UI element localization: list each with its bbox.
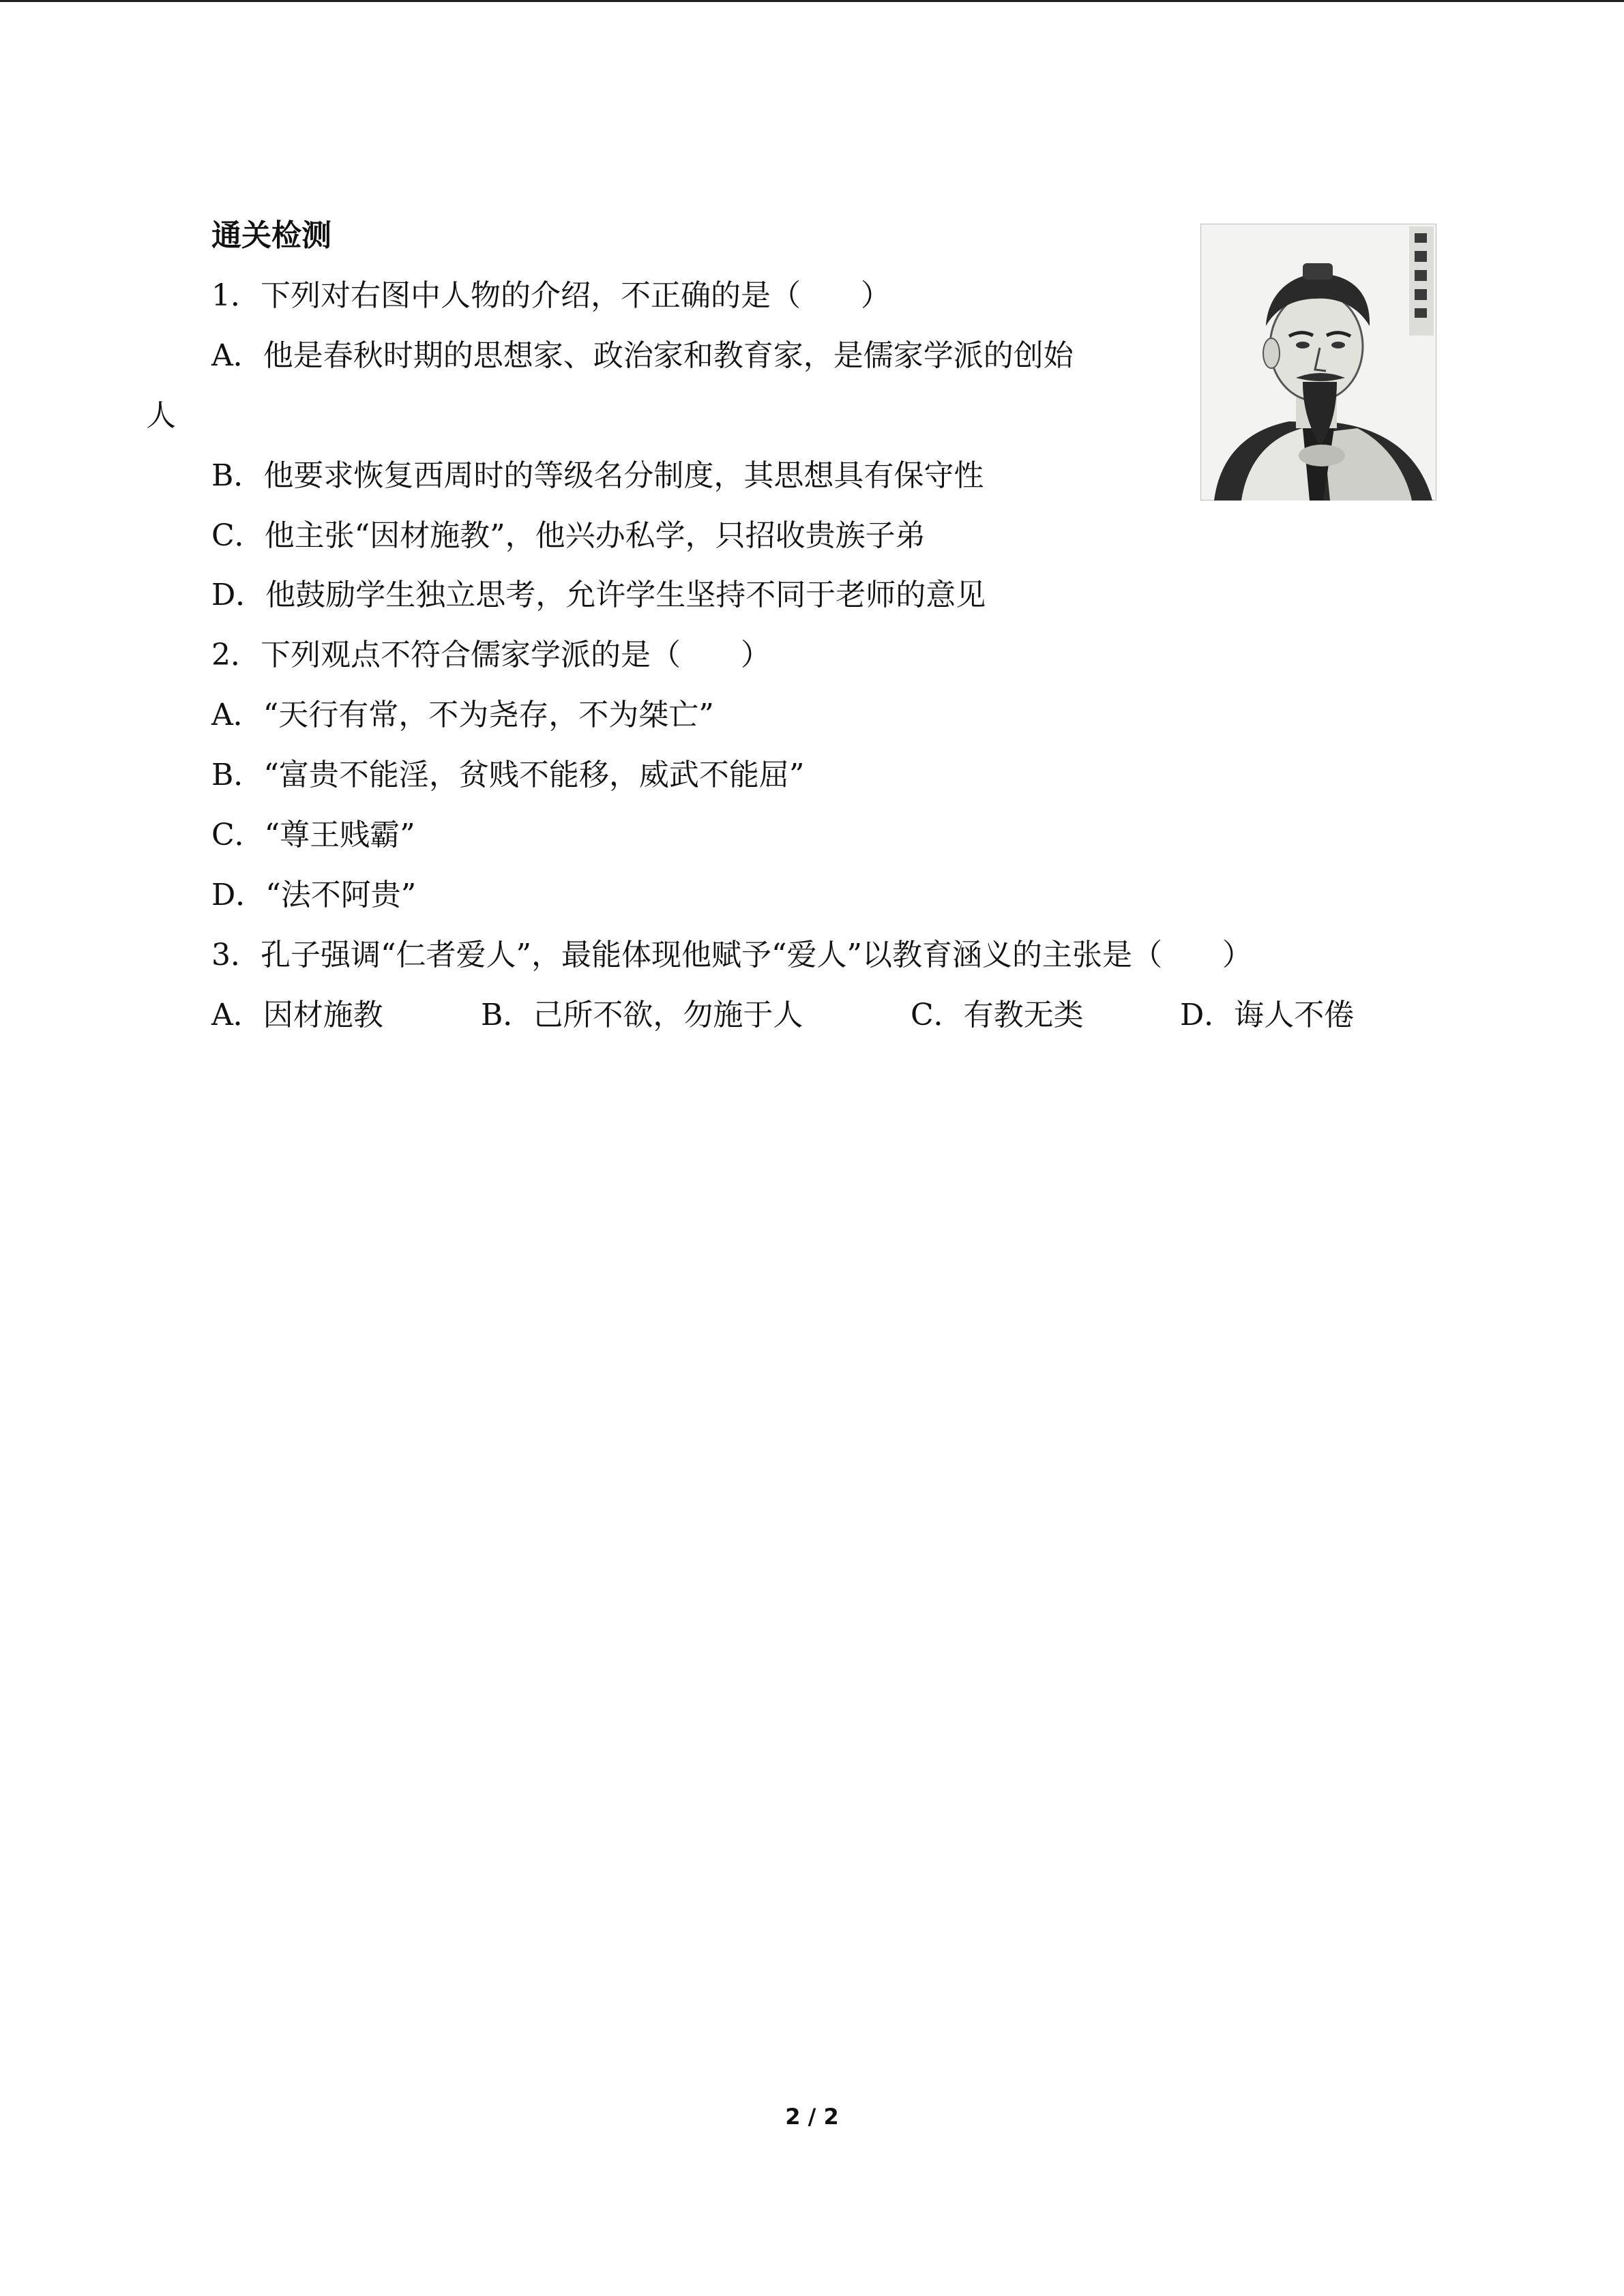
section-title: 通关检测 — [211, 218, 331, 253]
question-3-option-c: C．有教无类 — [911, 998, 1084, 1032]
question-1-option-a-continuation: 人 — [146, 398, 176, 433]
question-1-option-d: D．他鼓励学生独立思考，允许学生坚持不同于老师的意见 — [211, 578, 986, 612]
question-3-option-b: B．己所不欲，勿施于人 — [481, 998, 803, 1032]
question-3-stem: 3．孔子强调“仁者爱人”，最能体现他赋予“爱人”以教育涵义的主张是（ ） — [211, 938, 1252, 972]
question-3-option-a: A．因材施教 — [211, 998, 383, 1032]
confucius-portrait-icon — [1200, 224, 1436, 501]
question-2-option-c: C．“尊王贱霸” — [211, 818, 415, 852]
page-number: 2 / 2 — [785, 2104, 839, 2130]
question-2-option-b: B．“富贵不能淫，贫贱不能移，威武不能屈” — [211, 758, 805, 792]
question-1-stem: 1．下列对右图中人物的介绍，不正确的是（ ） — [211, 278, 891, 313]
question-1-option-c: C．他主张“因材施教”，他兴办私学，只招收贵族子弟 — [211, 518, 926, 553]
question-1-option-b: B．他要求恢复西周时的等级名分制度，其思想具有保守性 — [211, 458, 984, 493]
question-3-option-d: D．诲人不倦 — [1180, 998, 1355, 1032]
question-2-option-a: A．“天行有常，不为尧存，不为桀亡” — [211, 698, 714, 732]
question-3-options-row — [211, 995, 1385, 1036]
question-1-option-a: A．他是春秋时期的思想家、政治家和教育家，是儒家学派的创始 — [211, 338, 1074, 373]
question-2-stem: 2．下列观点不符合儒家学派的是（ ） — [211, 638, 771, 672]
question-2-option-d: D．“法不阿贵” — [211, 878, 417, 912]
